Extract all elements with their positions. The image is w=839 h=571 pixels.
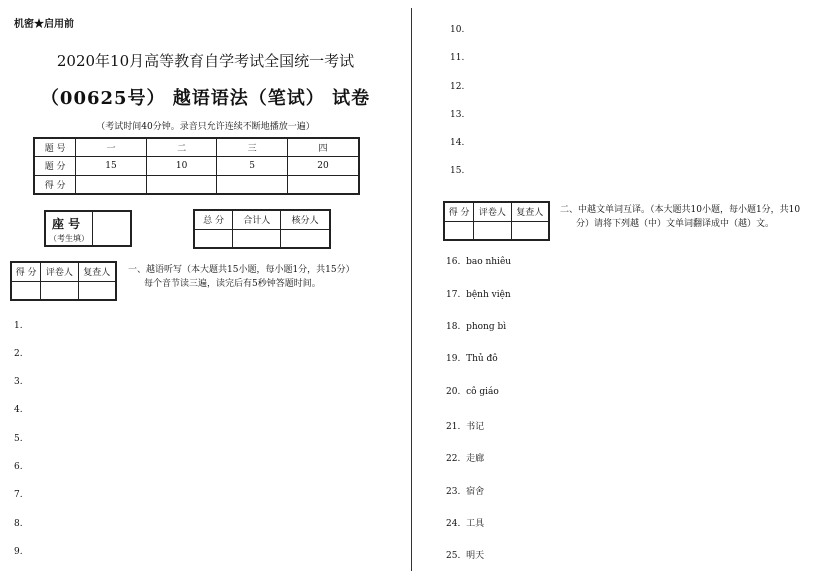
question-number: 14. — [450, 138, 465, 148]
question-number: 6. — [14, 462, 23, 472]
vocab-question — [446, 548, 484, 561]
section1-line1: 一、越语听写（本大题共15小题，每小题1分，共15分） — [128, 265, 355, 275]
grader-table-section1 — [10, 261, 117, 301]
question-text: phong bì — [466, 322, 507, 332]
grader-table-header: 复查人 — [511, 202, 549, 221]
total-input-cell[interactable] — [281, 229, 330, 248]
vocab-question — [446, 322, 506, 332]
table-row — [34, 138, 359, 156]
score-table-label: 题 号 — [34, 138, 76, 156]
score-input-cell[interactable] — [146, 175, 217, 194]
question-number: 1. — [14, 321, 23, 331]
grader-table-section2 — [443, 201, 550, 241]
question-number: 20. — [446, 387, 461, 397]
question-number: 2. — [14, 349, 23, 359]
question-number: 3. — [14, 377, 23, 387]
score-table-label: 题 分 — [34, 156, 76, 175]
score-table-cell: 二 — [146, 138, 217, 156]
score-input-cell[interactable] — [287, 175, 359, 194]
grader-table-header: 复查人 — [78, 262, 116, 281]
question-number: 9. — [14, 547, 23, 557]
question-text: cô giáo — [466, 387, 499, 397]
question-number: 4. — [14, 405, 23, 415]
table-row — [194, 210, 330, 229]
total-score-table — [193, 209, 331, 249]
grader-table-header: 得 分 — [444, 202, 474, 221]
paper-title: （00625号） 越语语法（笔试） 试卷 — [40, 88, 371, 109]
question-number: 24. — [446, 519, 461, 529]
vocab-question — [446, 484, 484, 497]
question-number: 12. — [450, 82, 465, 92]
question-number: 25. — [446, 551, 461, 561]
table-row — [11, 281, 116, 300]
total-table-header: 核分人 — [281, 210, 330, 229]
seat-label: 座 号 — [52, 217, 81, 231]
grader-input-cell[interactable] — [444, 221, 474, 240]
vocab-question — [446, 257, 511, 267]
score-table-cell: 10 — [146, 156, 217, 175]
section2-instructions — [560, 203, 800, 231]
table-row — [444, 202, 549, 221]
question-number: 5. — [14, 434, 23, 444]
total-table-header: 总 分 — [194, 210, 233, 229]
grader-table-header: 评卷人 — [41, 262, 78, 281]
score-table-cell: 20 — [287, 156, 359, 175]
section2-line1: 二、中越文单词互译。（本大题共10小题，每小题1分，共10 — [560, 205, 801, 215]
score-table-label: 得 分 — [34, 175, 76, 194]
grader-input-cell[interactable] — [511, 221, 549, 240]
score-table-cell: 5 — [217, 156, 288, 175]
section1-line2: 每个音节读三遍，读完后有5秒钟答题时间。 — [144, 279, 321, 289]
page-divider — [411, 8, 412, 571]
table-row — [194, 229, 330, 248]
question-text: bệnh viện — [466, 290, 511, 300]
vocab-question — [446, 451, 484, 464]
score-table-cell: 15 — [76, 156, 147, 175]
section2-line2: 分）请将下列越（中）文单词翻译成中（越）文。 — [576, 219, 775, 229]
grader-table-header: 评卷人 — [474, 202, 511, 221]
grader-input-cell[interactable] — [474, 221, 511, 240]
vocab-question — [446, 354, 498, 364]
question-number: 10. — [450, 25, 465, 35]
exam-note: （考试时间40分钟。录音只允许连续不断地播放一遍） — [96, 122, 315, 132]
question-number: 19. — [446, 354, 461, 364]
score-input-cell[interactable] — [76, 175, 147, 194]
question-number: 7. — [14, 490, 23, 500]
confidential-mark: 机密★启用前 — [14, 19, 74, 30]
seat-sublabel: （考生填） — [49, 234, 89, 243]
question-text: Thủ đô — [466, 354, 498, 364]
score-table — [33, 137, 360, 195]
question-text: 走廊 — [466, 454, 485, 464]
question-number: 21. — [446, 422, 461, 432]
grader-input-cell[interactable] — [11, 281, 41, 300]
question-number: 13. — [450, 110, 465, 120]
vocab-question — [446, 419, 484, 432]
score-table-cell: 三 — [217, 138, 288, 156]
question-number: 11. — [450, 53, 465, 63]
question-number: 17. — [446, 290, 461, 300]
score-table-cell: 四 — [287, 138, 359, 156]
grader-input-cell[interactable] — [41, 281, 78, 300]
exam-title: 2020年10月高等教育自学考试全国统一考试 — [56, 52, 355, 70]
score-table-cell: 一 — [76, 138, 147, 156]
table-row — [34, 175, 359, 194]
question-text: 明天 — [466, 551, 485, 561]
question-number: 16. — [446, 257, 461, 267]
section1-instructions — [128, 263, 355, 291]
question-number: 15. — [450, 166, 465, 176]
total-table-header: 合计人 — [233, 210, 281, 229]
question-text: bao nhiêu — [466, 257, 512, 267]
vocab-question — [446, 516, 484, 529]
score-input-cell[interactable] — [217, 175, 288, 194]
question-text: 宿舍 — [466, 487, 485, 497]
grader-table-header: 得 分 — [11, 262, 41, 281]
vocab-question — [446, 290, 511, 300]
question-number: 8. — [14, 519, 23, 529]
total-input-cell[interactable] — [194, 229, 233, 248]
table-row — [444, 221, 549, 240]
grader-input-cell[interactable] — [78, 281, 116, 300]
seat-number-box — [44, 210, 132, 247]
total-input-cell[interactable] — [233, 229, 281, 248]
seat-label-cell — [46, 212, 93, 245]
table-row — [11, 262, 116, 281]
question-number: 22. — [446, 454, 461, 464]
question-number: 18. — [446, 322, 461, 332]
question-text: 工具 — [466, 519, 485, 529]
question-number: 23. — [446, 487, 461, 497]
question-text: 书记 — [466, 422, 485, 432]
table-row — [34, 156, 359, 175]
vocab-question — [446, 387, 499, 397]
